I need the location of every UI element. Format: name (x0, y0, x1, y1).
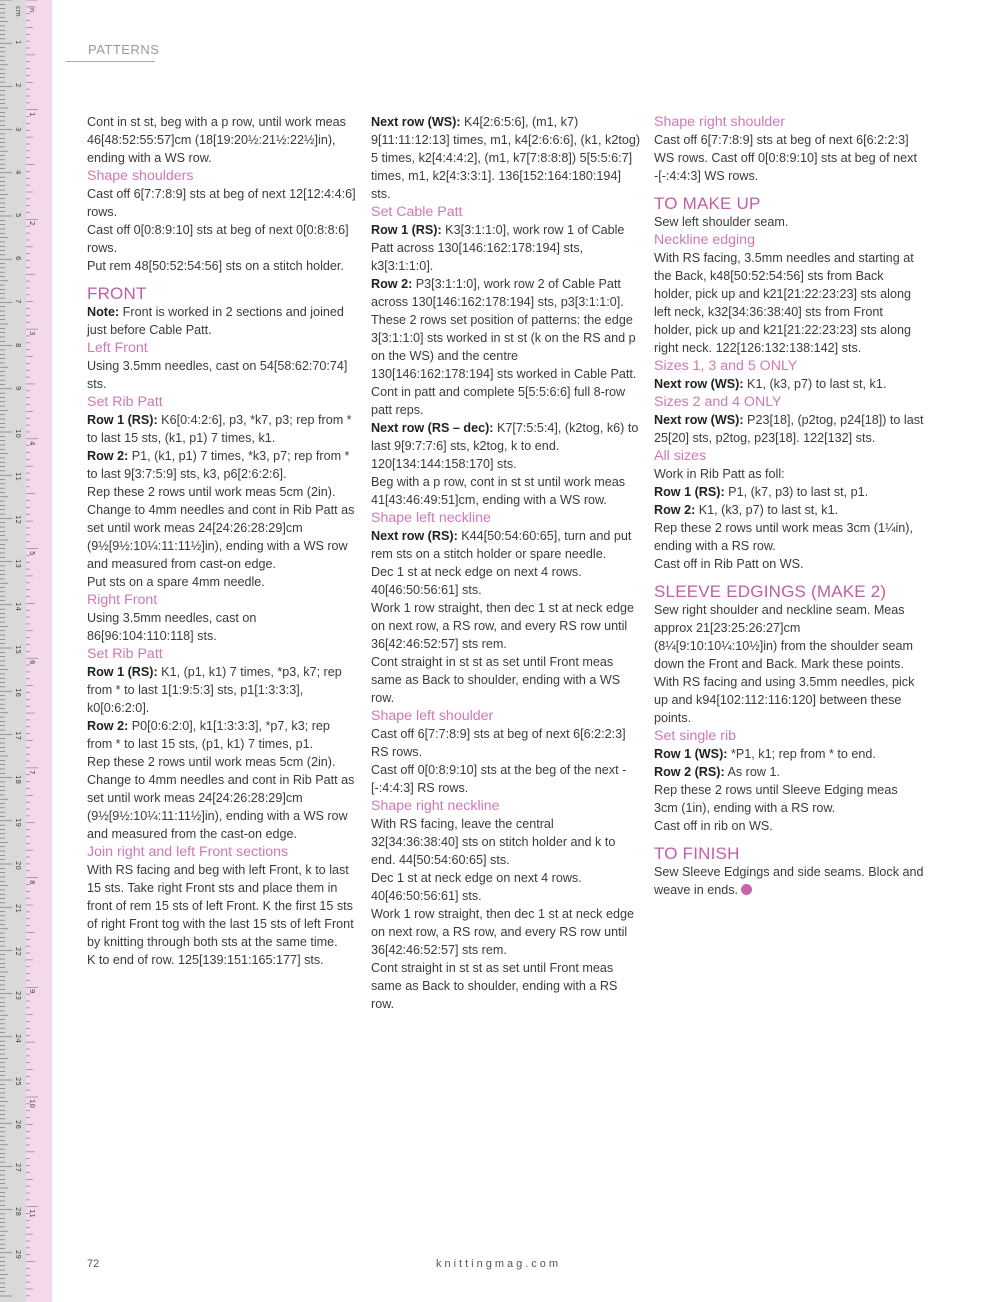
paragraph-text: Neckline edging (654, 232, 755, 248)
instruction-paragraph (654, 519, 924, 555)
paragraph-text: Work 1 row straight, then dec 1 st at neck edge on next row, a RS row, and every RS row until 36[42:46:52:57] sts rem. (371, 907, 634, 957)
paragraph-text: Cast off in rib on WS. (654, 819, 773, 833)
section-heading (87, 285, 357, 303)
row-label: Row 1 (RS): (87, 665, 158, 679)
instruction-paragraph (371, 419, 641, 473)
paragraph-text: Rep these 2 rows until work meas 3cm (1¼in), ending with a RS row. (654, 521, 913, 553)
ruler-cm-label: 1 (14, 40, 22, 45)
paragraph-text: FRONT (87, 284, 147, 303)
paragraph-text: K1, (p1, k1) 7 times, *p3, k7; rep from * to last 1[1:9:5:3] sts, p1[1:3:3:3], k0[0:6:2:0]. (87, 665, 342, 715)
paragraph-text: K1, (k3, p7) to last st, k1. (743, 377, 887, 391)
paragraph-text: Join right and left Front sections (87, 844, 289, 860)
paragraph-text: Shape right shoulder (654, 114, 785, 130)
ruler-cm-label: 9 (14, 385, 22, 391)
paragraph-text: K44[50:54:60:65], turn and put rem sts on a stitch holder or spare needle. (371, 529, 632, 561)
ruler-in-unit: in (28, 6, 36, 13)
instruction-paragraph (87, 483, 357, 501)
ruler-cm-label: 5 (14, 213, 22, 218)
column-2 (371, 113, 641, 1013)
paragraph-text: Cast off 6[7:7:8:9] sts at beg of next 6[6:2:2:3] WS rows. Cast off 0[0:8:9:10] sts at beg of next -[-:4:4:3] WS rows. (654, 133, 917, 183)
instruction-paragraph (87, 257, 357, 275)
instruction-paragraph (654, 555, 924, 573)
paragraph-text: With RS facing, 3.5mm needles and starting at the Back, k48[50:52:54:56] sts from Back holder, pick up and k21[21:22:23:23] sts along left neck, k32[34:36:38:40] sts from Front holder, pick up and k21[21:22:23:23] sts along right neck. 122[126:132:138:142] sts. (654, 251, 914, 355)
ruler-cm-label: 8 (14, 342, 22, 348)
ruler-cm-label: 20 (14, 861, 22, 870)
instruction-paragraph (371, 221, 641, 275)
paragraph-text: Cast off 0[0:8:9:10] sts at the beg of the next -[-:4:4:3] RS rows. (371, 763, 627, 795)
ruler-cm-label: 3 (14, 126, 22, 132)
ruler-cm-label: 22 (14, 947, 22, 957)
footer-url: knittingmag.com (436, 1258, 562, 1270)
paragraph-text: Put rem 48[50:52:54:56] sts on a stitch holder. (87, 259, 344, 273)
paragraph-text: Change to 4mm needles and cont in Rib Patt as set until work meas 24[24:26:28:29]cm (9½[9½:10¼:11:11½]in), ending with a WS row and measured from cast-on edge. (87, 503, 355, 571)
paragraph-text: Sew Sleeve Edgings and side seams. Block and weave in ends. (654, 865, 924, 897)
row-label: Row 2: (87, 449, 129, 463)
ruler-in-label: 2 (28, 221, 36, 226)
row-label: Row 2: (87, 719, 129, 733)
ruler-cm-label: 7 (14, 299, 22, 304)
paragraph-text: TO FINISH (654, 844, 740, 863)
instruction-paragraph (371, 653, 641, 707)
ruler-in-label: 1 (28, 111, 36, 117)
ruler-in-label: 8 (28, 879, 36, 885)
sub-heading (654, 393, 924, 411)
column-1 (87, 113, 357, 969)
paragraph-text: Put sts on a spare 4mm needle. (87, 575, 265, 589)
row-label: Next row (RS): (371, 529, 458, 543)
ruler-cm-label: 13 (14, 558, 22, 568)
paragraph-text: Cast off 0[0:8:9:10] sts at beg of next 0[0:8:8:6] rows. (87, 223, 349, 255)
row-label: Row 1 (WS): (654, 747, 728, 761)
row-label: Row 2: (371, 277, 413, 291)
sub-heading (654, 357, 924, 375)
paragraph-text: Cast off 6[7:7:8:9] sts at beg of next 12[12:4:4:6] rows. (87, 187, 356, 219)
instruction-paragraph (654, 817, 924, 835)
paragraph-text: Using 3.5mm needles, cast on 86[96:104:110:118] sts. (87, 611, 257, 643)
instruction-paragraph (371, 959, 641, 1013)
instruction-paragraph (654, 375, 924, 393)
instruction-paragraph (87, 221, 357, 257)
ruler-cm-label: 26 (14, 1120, 22, 1130)
instruction-paragraph (371, 527, 641, 563)
sub-heading (654, 231, 924, 249)
paragraph-text: Shape left neckline (371, 510, 491, 526)
instruction-paragraph (87, 185, 357, 221)
ruler-cm-label: 24 (14, 1033, 22, 1043)
header-underline (66, 61, 155, 62)
sub-heading (87, 167, 357, 185)
paragraph-text: Left Front (87, 340, 148, 356)
instruction-paragraph (87, 447, 357, 483)
paragraph-text: P0[0:6:2:0], k1[1:3:3:3], *p7, k3; rep from * to last 15 sts, (p1, k1) 7 times, p1. (87, 719, 330, 751)
ruler-cm-unit: cm (14, 6, 22, 17)
instruction-paragraph (87, 573, 357, 591)
paragraph-text: Sew right shoulder and neckline seam. Meas approx 21[23:25:26:27]cm (8¼[9:10:10¼:10½]in) from the shoulder seam down the Front and Back. Mark these points. With RS facing and using 3.5mm needles, pick up and k94[102:112:116:120] between these points. (654, 603, 915, 725)
sub-heading (87, 339, 357, 357)
ruler-cm-label: 16 (14, 688, 22, 698)
instruction-paragraph (87, 303, 357, 339)
paragraph-text: Set Rib Patt (87, 646, 163, 662)
section-heading (654, 845, 924, 863)
paragraph-text: These 2 rows set position of patterns: the edge 3[3:1:1:0] sts worked in st st (k on the RS and p on the WS) and the centre 130[146:162:178:194] sts worked in Cable Patt. Cont in patt and complete 5[5:5:6:6] full 8-row patt reps. (371, 313, 637, 417)
ruler-cm-label: 27 (14, 1163, 22, 1173)
paragraph-text: Sizes 1, 3 and 5 ONLY (654, 358, 798, 374)
paragraph-text: Set single rib (654, 728, 737, 744)
instruction-paragraph (654, 131, 924, 185)
instruction-paragraph (87, 411, 357, 447)
instruction-paragraph (371, 113, 641, 203)
row-label: Next row (WS): (654, 377, 744, 391)
instruction-paragraph (87, 753, 357, 771)
ruler-cm-label: 4 (14, 169, 22, 175)
column-3 (654, 113, 924, 899)
sub-heading (371, 509, 641, 527)
paragraph-text: Set Cable Patt (371, 204, 463, 220)
ruler-in-label: 7 (28, 769, 36, 775)
row-label: Note: (87, 305, 120, 319)
ruler-cm-label: 18 (14, 774, 22, 784)
ruler-cm-label: 25 (14, 1077, 22, 1086)
instruction-paragraph (654, 501, 924, 519)
row-label: Row 1 (RS): (654, 485, 725, 499)
ruler-in-label: 9 (28, 989, 36, 994)
paragraph-text: Dec 1 st at neck edge on next 4 rows. 40[46:50:56:61] sts. (371, 565, 582, 597)
paragraph-text: P23[18], (p2tog, p24[18]) to last 25[20] sts, p2tog, p23[18]. 122[132] sts. (654, 413, 924, 445)
ruler-cm-label: 6 (14, 256, 22, 261)
instruction-paragraph (371, 761, 641, 797)
paragraph-text: Cast off 6[7:7:8:9] sts at beg of next 6[6:2:2:3] RS rows. (371, 727, 626, 759)
paragraph-text: Right Front (87, 592, 158, 608)
instruction-paragraph (87, 357, 357, 393)
ruler-cm-label: 12 (14, 515, 22, 525)
ruler-cm-label: 14 (14, 601, 22, 611)
paragraph-text: Rep these 2 rows until work meas 5cm (2in). (87, 755, 336, 769)
ruler-in-label: 4 (28, 440, 36, 446)
yarn-ball-icon (741, 884, 752, 895)
paragraph-text: P3[3:1:1:0], work row 2 of Cable Patt across 130[146:162:178:194] sts, p3[3:1:1:0]. (371, 277, 624, 309)
paragraph-text: With RS facing, leave the central 32[34:36:38:40] sts on stitch holder and k to end. 44[50:54:60:65] sts. (371, 817, 616, 867)
page-number: 72 (87, 1258, 100, 1270)
paragraph-text: Using 3.5mm needles, cast on 54[58:62:70:74] sts. (87, 359, 348, 391)
paragraph-text: P1, (k7, p3) to last st, p1. (724, 485, 869, 499)
instruction-paragraph (654, 745, 924, 763)
instruction-paragraph (654, 483, 924, 501)
ruler-cm-label: 11 (14, 472, 22, 482)
paragraph-text: K6[0:4:2:6], p3, *k7, p3; rep from * to last 15 sts, (k1, p1) 7 times, k1. (87, 413, 352, 445)
instruction-paragraph (87, 113, 357, 167)
paragraph-text: Cast off in Rib Patt on WS. (654, 557, 804, 571)
paragraph-text: Work in Rib Patt as foll: (654, 467, 785, 481)
instruction-paragraph (654, 465, 924, 483)
ruler-cm-label: 10 (14, 429, 22, 438)
ruler-cm-label: 23 (14, 990, 22, 1000)
paragraph-text: Cont straight in st st as set until Front meas same as Back to shoulder, ending with a WS row. (371, 655, 621, 705)
row-label: Row 2 (RS): (654, 765, 725, 779)
paragraph-text: K1, (k3, p7) to last st, k1. (695, 503, 839, 517)
ruler-cm-label: 17 (14, 731, 22, 741)
paragraph-text: Rep these 2 rows until work meas 5cm (2in). (87, 485, 336, 499)
instruction-paragraph (371, 563, 641, 599)
sub-heading (371, 707, 641, 725)
section-heading (654, 583, 924, 601)
sub-heading (87, 393, 357, 411)
sub-heading (371, 203, 641, 221)
paragraph-text: Work 1 row straight, then dec 1 st at neck edge on next row, a RS row, and every RS row until 36[42:46:52:57] sts rem. (371, 601, 634, 651)
paragraph-text: As row 1. (724, 765, 780, 779)
section-header: PATTERNS (88, 42, 160, 57)
paragraph-text: Shape right neckline (371, 798, 500, 814)
paragraph-text: *P1, k1; rep from * to end. (727, 747, 876, 761)
paragraph-text: Front is worked in 2 sections and joined just before Cable Patt. (87, 305, 344, 337)
instruction-paragraph (654, 249, 924, 357)
ruler-cm-label: 28 (14, 1206, 22, 1216)
sub-heading (654, 113, 924, 131)
paragraph-text: All sizes (654, 448, 707, 464)
ruler-in-label: 10 (28, 1099, 36, 1108)
ruler-in-label: 11 (28, 1208, 36, 1218)
sub-heading (654, 727, 924, 745)
measuring-ruler (0, 0, 52, 1302)
ruler-cm-label: 2 (14, 83, 22, 88)
paragraph-text: Change to 4mm needles and cont in Rib Patt as set until work meas 24[24:26:28:29]cm (9½[9½:10¼:11:11½]in), ending with a WS row and measured from the cast-on edge. (87, 773, 355, 841)
instruction-paragraph (371, 869, 641, 905)
ruler-cm-label: 21 (14, 904, 22, 914)
ruler-in-label: 3 (28, 331, 36, 336)
paragraph-text: With RS facing and beg with left Front, k to last 15 sts. Take right Front sts and place them in front of rem 15 sts of left Front. K the first 15 sts of right Front tog with the last 15 sts of left Front by knitting through both sts at the same time. (87, 863, 354, 949)
paragraph-text: Rep these 2 rows until Sleeve Edging meas 3cm (1in), ending with a RS row. (654, 783, 898, 815)
instruction-paragraph (87, 861, 357, 951)
instruction-paragraph (371, 311, 641, 419)
paragraph-text: Sizes 2 and 4 ONLY (654, 394, 782, 410)
section-heading (654, 195, 924, 213)
paragraph-text: Shape left shoulder (371, 708, 494, 724)
instruction-paragraph (87, 609, 357, 645)
instruction-paragraph (87, 771, 357, 843)
paragraph-text: K7[7:5:5:4], (k2tog, k6) to last 9[9:7:7:6] sts, k2tog, k to end. 120[134:144:158:170] sts. (371, 421, 639, 471)
ruler-cm-label: 29 (14, 1249, 22, 1259)
sub-heading (87, 843, 357, 861)
paragraph-text: Cont in st st, beg with a p row, until work meas 46[48:52:55:57]cm (18[19:20½:21½:22½]in), ending with a WS row. (87, 115, 346, 165)
paragraph-text: Beg with a p row, cont in st st until work meas 41[43:46:49:51]cm, ending with a WS row. (371, 475, 626, 507)
instruction-paragraph (654, 781, 924, 817)
instruction-paragraph (654, 411, 924, 447)
row-label: Next row (WS): (654, 413, 744, 427)
paragraph-text: K3[3:1:1:0], work row 1 of Cable Patt across 130[146:162:178:194] sts, k3[3:1:1:0]. (371, 223, 625, 273)
instruction-paragraph (371, 275, 641, 311)
instruction-paragraph (87, 663, 357, 717)
instruction-paragraph (371, 725, 641, 761)
sub-heading (87, 591, 357, 609)
paragraph-text: P1, (k1, p1) 7 times, *k3, p7; rep from * to last 9[3:7:5:9] sts, k3, p6[2:6:2:6]. (87, 449, 350, 481)
instruction-paragraph (654, 213, 924, 231)
paragraph-text: Dec 1 st at neck edge on next 4 rows. 40[46:50:56:61] sts. (371, 871, 582, 903)
paragraph-text: K to end of row. 125[139:151:165:177] sts. (87, 953, 324, 967)
instruction-paragraph (654, 863, 924, 899)
ruler-cm-label: 19 (14, 817, 22, 827)
instruction-paragraph (371, 599, 641, 653)
ruler-in-label: 5 (28, 550, 36, 555)
sub-heading (371, 797, 641, 815)
paragraph-text: K4[2:6:5:6], (m1, k7) 9[11:11:12:13] times, m1, k4[2:6:6:6], (k1, k2tog) 5 times, k2[4:4:4:2], (m1, k7[7:8:8:8]) 5[5:5:6:7] times, m1, k2[4:3:3:1]. 136[152:164:180:194] sts. (371, 115, 641, 201)
paragraph-text: SLEEVE EDGINGS (MAKE 2) (654, 582, 887, 601)
sub-heading (87, 645, 357, 663)
paragraph-text: Set Rib Patt (87, 394, 163, 410)
row-label: Row 1 (RS): (371, 223, 442, 237)
ruler-in-label: 6 (28, 660, 36, 665)
ruler-ticks (0, 0, 52, 1302)
instruction-paragraph (87, 951, 357, 969)
instruction-paragraph (371, 473, 641, 509)
instruction-paragraph (87, 717, 357, 753)
row-label: Row 1 (RS): (87, 413, 158, 427)
instruction-paragraph (371, 905, 641, 959)
paragraph-text: Cont straight in st st as set until Front meas same as Back to shoulder, ending with a RS row. (371, 961, 618, 1011)
row-label: Next row (WS): (371, 115, 461, 129)
paragraph-text: TO MAKE UP (654, 194, 761, 213)
instruction-paragraph (654, 601, 924, 727)
paragraph-text: Shape shoulders (87, 168, 194, 184)
ruler-cm-label: 15 (14, 645, 22, 654)
sub-heading (654, 447, 924, 465)
paragraph-text: Sew left shoulder seam. (654, 215, 789, 229)
instruction-paragraph (654, 763, 924, 781)
row-label: Next row (RS – dec): (371, 421, 494, 435)
row-label: Row 2: (654, 503, 696, 517)
instruction-paragraph (371, 815, 641, 869)
instruction-paragraph (87, 501, 357, 573)
